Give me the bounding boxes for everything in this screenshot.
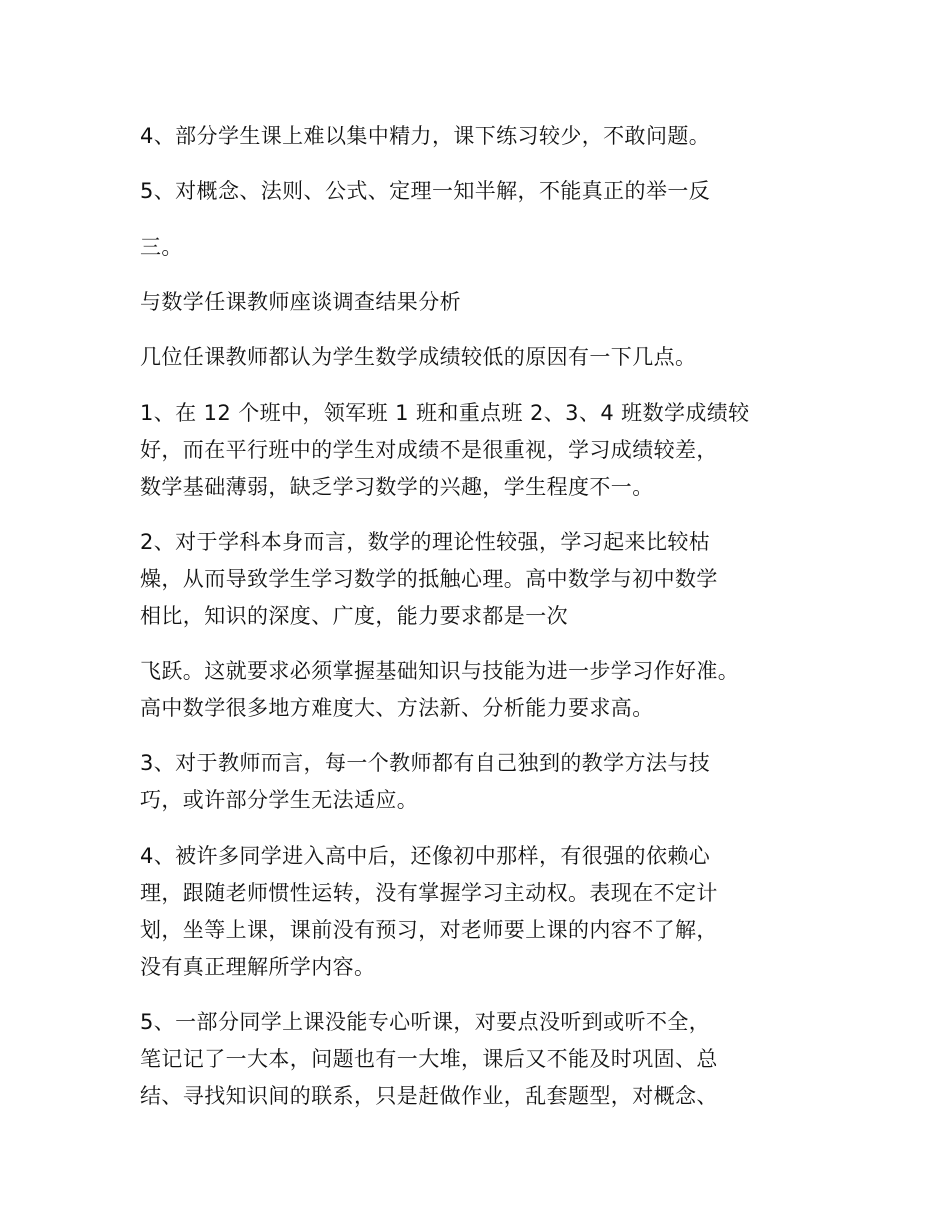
paragraph-3: 三。: [140, 235, 183, 259]
paragraph-point-5: 5、一部分同学上课没能专心听课，对要点没听到或听不全， 笔记记了一大本，问题也有一大堆，课后又不能及时巩固、总 结、寻找知识间的联系，只是赶做作业，乱套题型，对概念、: [140, 1010, 718, 1108]
paragraph-point-2-cont: 飞跃。这就要求必须掌握基础知识与技能为进一步学习作好准。 高中数学很多地方难度大、方法新、分析能力要求高。: [140, 659, 740, 720]
paragraph-2: 5、对概念、法则、公式、定理一知半解，不能真正的举一反: [140, 179, 711, 203]
paragraph-point-3: 3、对于教师而言，每一个教师都有自己独到的教学方法与技 巧，或许部分学生无法适应。: [140, 751, 711, 812]
paragraph-point-1: 1、在 12 个班中，领军班 1 班和重点班 2、3、4 班数学成绩较 好，而在平行班中的学生对成绩不是很重视，学习成绩较差， 数学基础薄弱，缺乏学习数学的兴趣，学生程度不一。: [140, 401, 750, 499]
paragraph-point-2: 2、对于学科本身而言，数学的理论性较强，学习起来比较枯 燥，从而导致学生学习数学的抵触心理。高中数学与初中数学 相比，知识的深度、广度，能力要求都是一次: [140, 530, 718, 628]
paragraph-intro: 几位任课教师都认为学生数学成绩较低的原因有一下几点。: [140, 345, 697, 369]
paragraph-point-4: 4、被许多同学进入高中后，还像初中那样，有很强的依赖心 理，跟随老师惯性运转，没有掌握学习主动权。表现在不定计 划，坐等上课，课前没有预习，对老师要上课的内容不了解， 没有真正理解所学内容。: [140, 844, 718, 979]
paragraph-1: 4、部分学生课上难以集中精力，课下练习较少，不敢问题。: [140, 124, 711, 148]
section-heading: 与数学任课教师座谈调查结果分析: [140, 290, 461, 314]
